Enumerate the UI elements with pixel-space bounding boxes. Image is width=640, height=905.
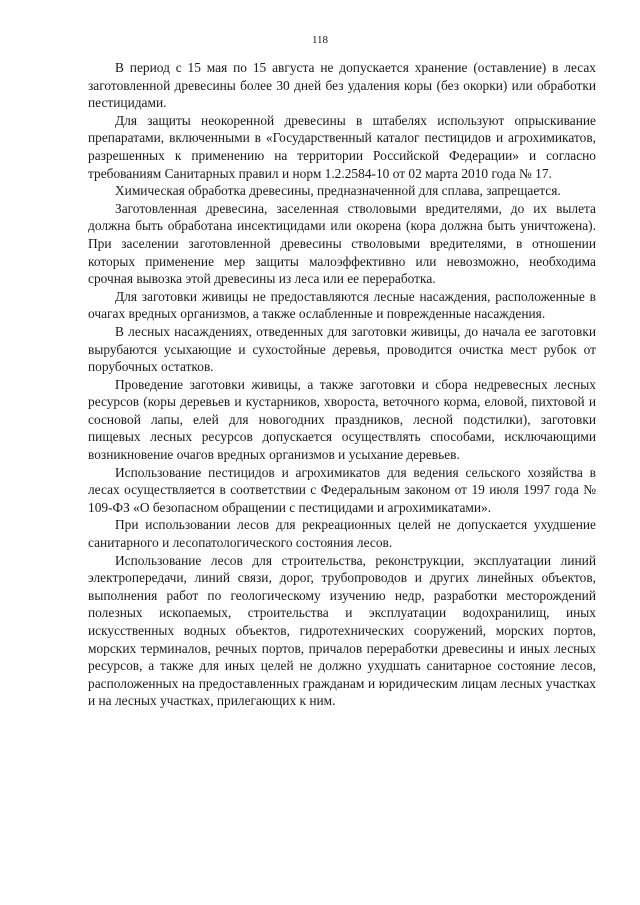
paragraph-recreation: При использовании лесов для рекреационных целей не допускается ухудшение санитарного и лесопатологического состояния лесов. [88,517,596,551]
paragraph-storage-period: В период с 15 мая по 15 августа не допускается хранение (оставление) в лесах заготовленной древесины более 30 дней без удаления коры (без окорки) или обработки пестицидами. [88,60,596,111]
paragraph-construction: Использование лесов для строительства, реконструкции, эксплуатации линий электропередачи, линий связи, дорог, трубопроводов и других линейных объектов, выполнения работ по геологическому изучению недр, разработки месторождений полезных ископаемых, строительства и эксплуатации водохранилищ, иных искусственных водных объектов, гидротехнических сооружений, морских портов, морских терминалов, речных портов, причалов переработки древесины и иных лесных ресурсов, а также для иных целей не должно ухудшать санитарное состояние лесов, расположенных на предоставленных гражданам и юридическим лицам лесных участках и на лесных участках, прилегающих к ним. [88,552,596,709]
paragraph-chemical-treatment: Химическая обработка древесины, предназначенной для сплава, запрещается. [115,183,561,199]
paragraph-pesticides-law: Использование пестицидов и агрохимикатов для ведения сельского хозяйства в лесах осуществляется в соответствии с Федеральным законом от 19 июля 1997 года № 109-ФЗ «О безопасном обращении с пестицидами и агрохимикатами». [88,464,596,515]
paragraph-resin-preparation: В лесных насаждениях, отведенных для заготовки живицы, до начала ее заготовки вырубаются усыхающие и сухостойные деревья, проводится очистка мест рубок от порубочных остатков. [88,323,596,375]
paragraph-non-timber-resources: Проведение заготовки живицы, а также заготовки и сбора недревесных лесных ресурсов (коры деревьев и кустарников, хвороста, веточного корма, еловой, пихтовой и сосновой лапы, елей для новогодних праздников, лесной подстилки), заготовки пищевых лесных ресурсов допускается осуществлять способами, исключающими возникновение очагов вредных организмов и усыхание деревьев. [88,376,596,463]
document-body [88,59,596,710]
paragraph-pest-infested-wood: Заготовленная древесина, заселенная стволовыми вредителями, до их вылета должна быть обработана инсектицидами или окорена (кора должна быть уничтожена). При заселении заготовленной древесины стволовыми вредителями, в отношении которых применение мер защиты малоэффективно или невозможно, необходима срочная вывозка этой древесины из леса или ее переработка. [88,200,596,287]
page-number: 118 [311,34,329,46]
paragraph-spraying: Для защиты неокоренной древесины в штабелях используют опрыскивание препаратами, включенными в «Государственный каталог пестицидов и агрохимикатов, разрешенных к применению на территории Российской Федерации» и согласно требованиям Санитарных правил и норм 1.2.2584-10 от 02 марта 2010 года № 17. [88,112,596,181]
paragraph-resin-plantations: Для заготовки живицы не предоставляются лесные насаждения, расположенные в очагах вредных организмов, а также ослабленные и поврежденные насаждения. [88,288,596,322]
